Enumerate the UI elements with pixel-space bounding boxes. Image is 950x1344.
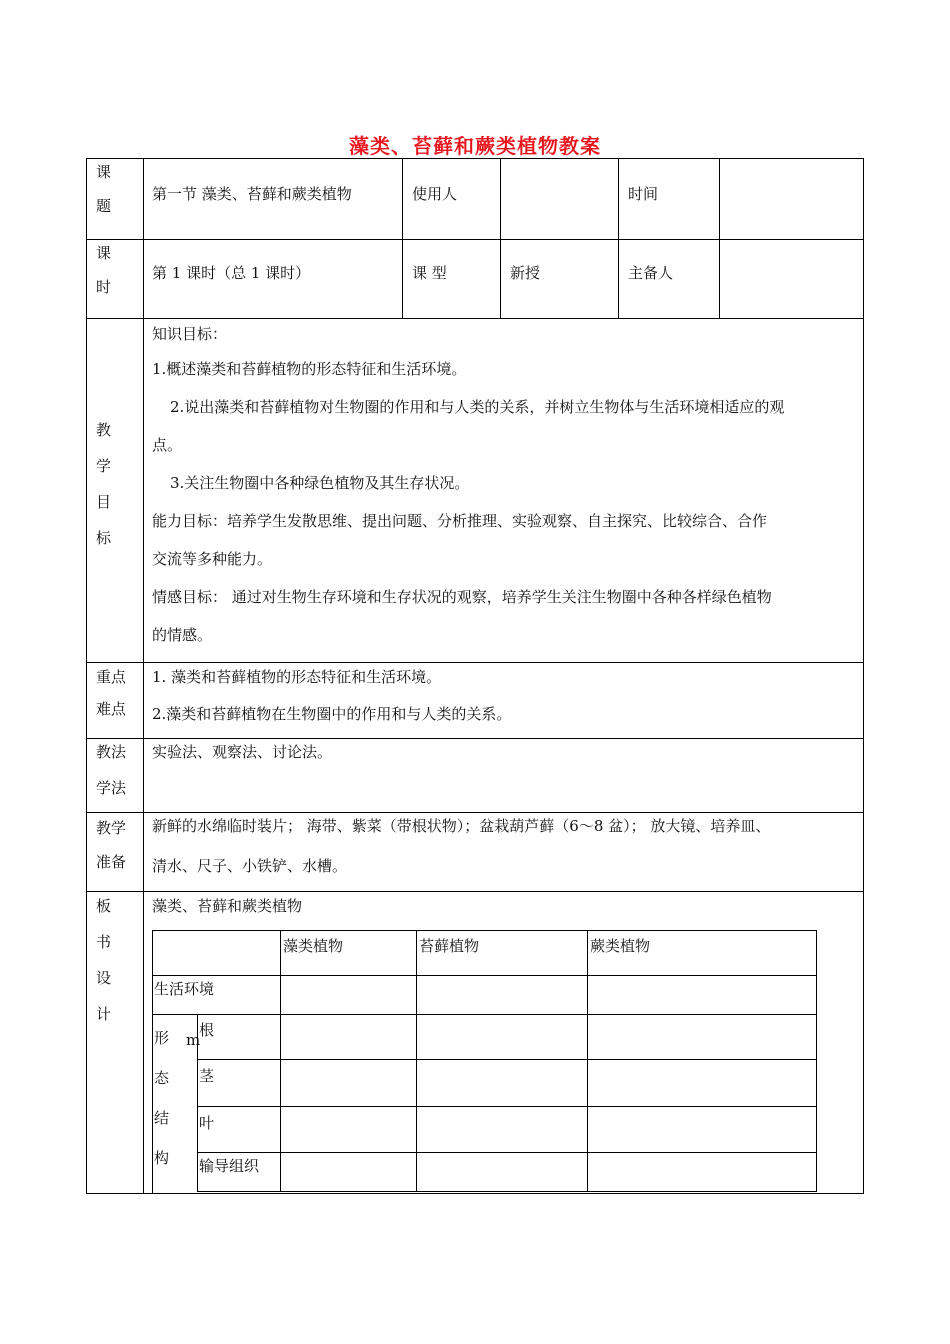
col-header-algae: 藻类植物 (283, 937, 344, 955)
prep-line2: 清水、尺子、小铁铲、水槽。 (152, 857, 348, 875)
keypoint-2: 2.藻类和苔藓植物在生物圈中的作用和与人类的关系。 (152, 705, 512, 723)
sub-row-vascular: 输导组织 (199, 1157, 260, 1175)
knowledge-title: 知识目标： (152, 325, 228, 343)
row-label-topic: 课 题 (96, 163, 112, 215)
row-label-methods: 教法 学法 (96, 743, 127, 797)
page-title: 藻类、苔藓和蕨类植物教案 (349, 134, 601, 158)
sub-row-root: 根 (199, 1021, 215, 1039)
row-label-keypoints: 重点 难点 (96, 668, 127, 718)
emotion-line2: 的情感。 (152, 626, 213, 644)
col-header-moss: 苔藓植物 (419, 937, 480, 955)
goal-k1: 1.概述藻类和苔藓植物的形态特征和生活环境。 (152, 360, 467, 378)
period-value: 第 1 课时（总 1 课时） (152, 264, 311, 282)
user-label: 使用人 (412, 185, 458, 203)
emotion-line1: 情感目标： 通过对生物生存环境和生存状况的观察，培养学生关注生物圈中各种各样绿色植物 (152, 588, 772, 606)
type-value: 新授 (510, 264, 541, 282)
row-label-period: 课 时 (96, 244, 112, 296)
methods-text: 实验法、观察法、讨论法。 (152, 743, 333, 761)
row-label-prep: 教学 准备 (96, 819, 127, 871)
goal-k3: 3.关注生物圈中各种绿色植物及其生存状况。 (170, 474, 470, 492)
keypoint-1: 1. 藻类和苔藓植物的形态特征和生活环境。 (152, 668, 442, 686)
ability-line2: 交流等多种能力。 (152, 550, 273, 568)
owner-label: 主备人 (628, 264, 674, 282)
board-heading: 藻类、苔藓和蕨类植物 (152, 897, 303, 915)
ability-line1: 能力目标：培养学生发散思维、提出问题、分析推理、实验观察、自主探究、比较综合、合作 (152, 512, 768, 530)
lesson-plan-table (86, 158, 864, 1194)
time-label: 时间 (628, 185, 659, 203)
goal-k2-line2: 点。 (152, 436, 183, 454)
col-header-fern: 蕨类植物 (590, 937, 651, 955)
goal-k2-line1: 2.说出藻类和苔藓植物对生物圈的作用和与人类的关系，并树立生物体与生活环境相适应的观 (170, 398, 785, 416)
stray-char: m (186, 1031, 201, 1049)
sub-row-stem: 茎 (199, 1067, 215, 1085)
morph-label: 形 态 结 构 (154, 1029, 170, 1167)
row-label-goals: 教 学 目 标 (96, 421, 112, 547)
row-env-label: 生活环境 (154, 980, 215, 998)
row-label-board: 板 书 设 计 (96, 897, 112, 1023)
prep-line1: 新鲜的水绵临时装片； 海带、紫菜（带根状物）；盆栽葫芦藓（6～8 盆）； 放大镜、培养皿、 (152, 817, 771, 835)
sub-row-leaf: 叶 (199, 1114, 215, 1132)
topic-value: 第一节 藻类、苔藓和蕨类植物 (152, 185, 352, 203)
type-label: 课 型 (412, 264, 447, 282)
